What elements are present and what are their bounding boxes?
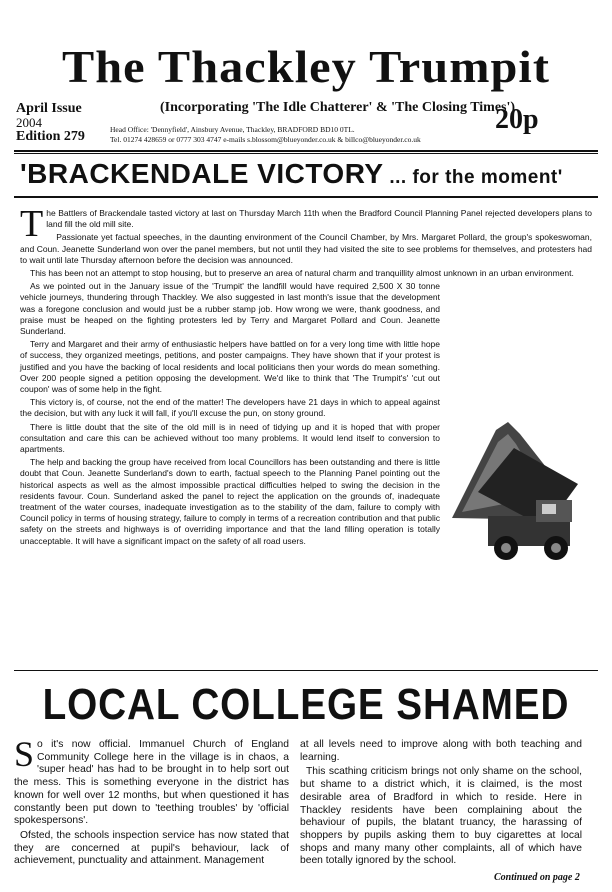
story2-column-1 [14, 734, 289, 870]
story2-column-2 [300, 739, 582, 870]
story1-headline-tail: ... for the moment' [383, 167, 563, 188]
masthead-divider [14, 150, 598, 152]
story2-para: Ofsted, the schools inspection service has now stated that they are concerned at pupil's behaviour, lack of achievement, punctuality and attainment. Management [14, 829, 289, 867]
story1-para: Passionate yet factual speeches, in the daunting environment of the Council Chamber, by Mrs. Margaret Pollard, the group's spokeswoman, and Coun. Jeanette Sunderland won over the panel members, but not until they had visited the site to see problems for themselves, and protesters had to wait until late Thursday afternoon before the decision was announced. [20, 232, 592, 265]
cab-window [542, 504, 556, 514]
continued-note[interactable]: Continued on page 2 [494, 872, 580, 883]
story1-drop-cap: T [20, 203, 44, 245]
story2-drop-cap: S [14, 734, 35, 774]
section-divider [14, 670, 598, 671]
story1-headline-main: 'BRACKENDALE VICTORY [20, 158, 384, 189]
story1-para: As we pointed out in the January issue of the 'Trumpit' the landfill would have required 2,500 X 30 tonne vehicle journeys, thundering through Thackley. We also suggested in last month's issue that the development was a foregone conclusion and would just be a rubber stamp job. How wrong we were, thank goodness, and praise must be heaped on the fighting protesters led by Terry and Margaret Pollard and Coun. Jeanette Sunderland. [20, 281, 440, 337]
story1-para: Terry and Margaret and their army of enthusiastic helpers have battled on for a very long time with little hope of success, they organized meetings, petitions, and poster campaigns. They have shown that if your protest is justified and you have the backing of local residents and local politicians then your words do mean something. Over 200 people signed a petition opposing the development. We'd like to think that 'The Trumpit's' 'cut out coupon' was of some help in the fight. [20, 339, 440, 395]
price: 20p [495, 104, 539, 135]
masthead-divider-thin [14, 153, 598, 154]
incorporating-line: (Incorporating 'The Idle Chatterer' & 'The Closing Times') [160, 100, 516, 115]
front-hub [551, 543, 561, 553]
masthead-title: The Thackley Trumpit [62, 41, 550, 92]
story1-para-first: he Battlers of Brackendale tasted victory at last on Thursday March 11th when the Bradford Council Planning Panel rejected developers plans to land fill the old mill site. [46, 208, 592, 230]
issue-year: 2004 [16, 115, 42, 130]
rear-hub [501, 543, 511, 553]
issue-info [16, 102, 85, 144]
head-office [110, 125, 421, 145]
story2-para: This scathing criticism brings not only shame on the school, but shame to a district which, it is claimed, is the most desirable area of Bradford in which to reside. Here in Thackley residents have been complaining about the behaviour of pupils, the blatant truancy, the harassing of shoppers by pupils asking them to buy cigarettes at local shops and many many other complaints, all of which have been totally ignored by the school. [300, 766, 582, 867]
issue-month: April Issue [16, 101, 82, 116]
lorry-illustration [444, 400, 594, 570]
story1-para: The help and backing the group have received from local Councillors has been outstanding and there is little doubt that Coun. Jeanette Sunderland's down to earth, factual speech to the Planning Panel pointing out the historical aspects as well as the almost impossible practical difficulties helped to swing the decision in the residents favour. Coun. Sunderland asked the panel to reject the application on the grounds of, inadequate treatment of the water courses, inadequate investigation as to the stability of the dam, failure to comply with Council policy in terms of housing strategy, failure to comply in terms of a recreation contribution and that public safety on the streets and highways is of overriding importance and that the land filling operation is totally unacceptable. It will have a significant impact on the safety of all road users. [20, 457, 440, 546]
story1-headline [20, 158, 600, 190]
story1-para: There is little doubt that the site of the old mill is in need of tidying up and it is hoped that with proper consultation and care this can be achieved without too many problems. It would lend itself to conversion to apartments. [20, 421, 440, 455]
headline-divider [14, 196, 598, 198]
story2-para: at all levels need to improve along with both teaching and learning. [300, 739, 582, 763]
head-office-contact: Tel. 01274 428659 or 0777 303 4747 e-mails s.blossom@blueyonder.co.uk & billco@blueyonder.co.uk [110, 135, 421, 144]
story2-headline: LOCAL COLLEGE SHAMED [42, 680, 570, 729]
edition-number: Edition 279 [16, 129, 85, 144]
story1-para: This has been not an attempt to stop housing, but to preserve an area of natural charm and tranquillity almost unknown in an urban environment. [30, 268, 574, 279]
head-office-address: Head Office: 'Dennyfield', Ainsbury Avenue, Thackley, BRADFORD BD10 0TL. [110, 125, 355, 134]
story1-para: This victory is, of course, not the end of the matter! The developers have 21 days in which to appeal against the decision, but with any luck it will fall, if you'll excuse the pun, on stony ground. [20, 397, 440, 419]
story2-para: o it's now official. Immanuel Church of England Community College here in the village is in chaos, a 'super head' has had to be brought in to help sort out the mess. This is something everyone in the district has known for well over 12 months, but when questioned it has constantly been put down to 'teething troubles' by 'official spokespersons'. [14, 739, 289, 827]
